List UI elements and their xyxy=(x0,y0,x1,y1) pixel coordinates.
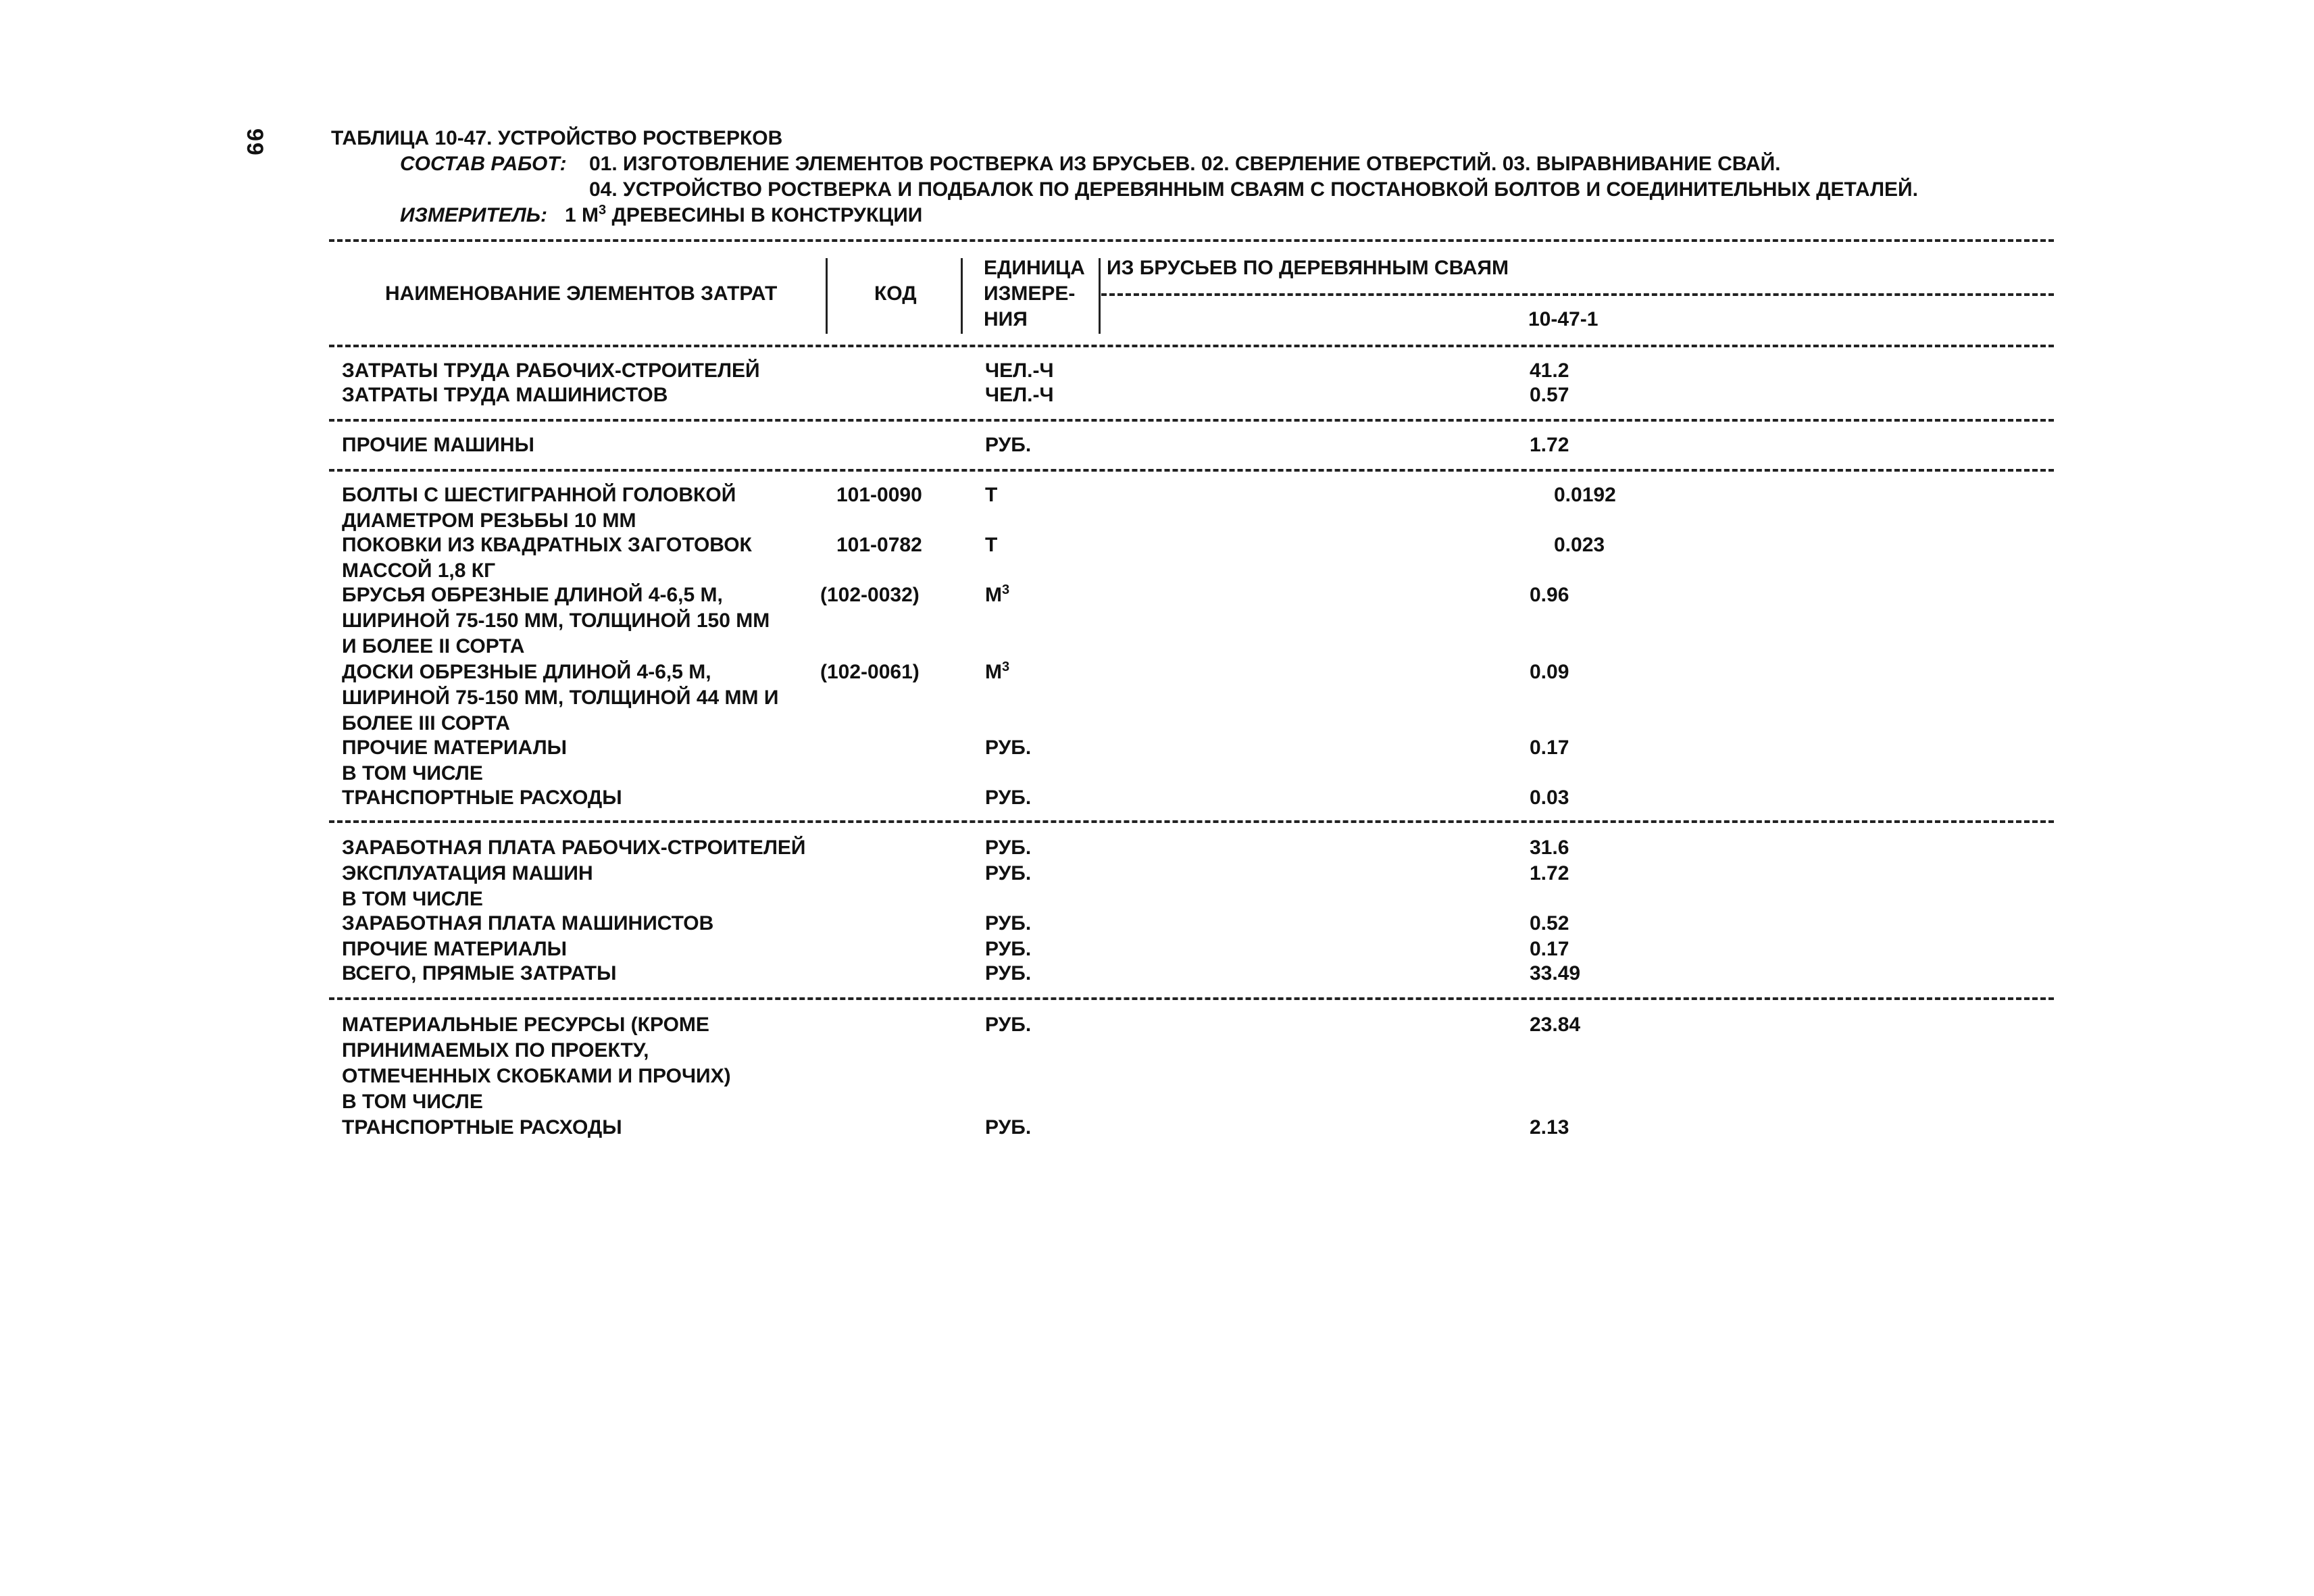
row-unit: ЧЕЛ.-Ч xyxy=(985,359,1054,382)
row-unit: РУБ. xyxy=(985,912,1032,934)
row-value: 23.84 xyxy=(1530,1014,1581,1036)
row-name: ТРАНСПОРТНЫЕ РАСХОДЫ xyxy=(342,787,622,809)
row-name: ДОСКИ ОБРЕЗНЫЕ ДЛИНОЙ 4-6,5 М, xyxy=(342,661,711,683)
rule xyxy=(329,469,2054,472)
row-name: МАТЕРИАЛЬНЫЕ РЕСУРСЫ (КРОМЕ xyxy=(342,1014,709,1036)
meter-label: ИЗМЕРИТЕЛЬ: xyxy=(400,204,547,226)
header-unit: ИЗМЕРЕ- xyxy=(984,282,1076,305)
row-name: ДИАМЕТРОМ РЕЗЬБЫ 10 ММ xyxy=(342,509,636,532)
row-code: (102-0061) xyxy=(820,661,920,683)
row-unit: РУБ. xyxy=(985,737,1032,759)
rule xyxy=(329,419,2054,422)
row-value: 2.13 xyxy=(1530,1116,1569,1139)
row-unit: РУБ. xyxy=(985,1116,1032,1139)
row-name: ЗАТРАТЫ ТРУДА РАБОЧИХ-СТРОИТЕЛЕЙ xyxy=(342,359,760,382)
row-name: И БОЛЕЕ II СОРТА xyxy=(342,635,525,657)
row-value: 0.52 xyxy=(1530,912,1569,934)
row-value: 33.49 xyxy=(1530,962,1581,984)
rule-header-group xyxy=(1101,293,2054,296)
row-unit: РУБ. xyxy=(985,434,1032,456)
row-name: ТРАНСПОРТНЫЕ РАСХОДЫ xyxy=(342,1116,622,1139)
meter-value: 1 $М^3$ ДРЕВЕСИНЫ В КОНСТРУКЦИИ xyxy=(565,203,923,226)
row-name: ПРОЧИЕ МАТЕРИАЛЫ xyxy=(342,938,568,960)
column-divider xyxy=(1099,258,1101,334)
row-unit: РУБ. xyxy=(985,787,1032,809)
row-value: 0.57 xyxy=(1530,384,1569,406)
row-value: 0.023 xyxy=(1554,534,1605,556)
header-unit: НИЯ xyxy=(984,308,1028,330)
row-code: 101-0090 xyxy=(836,484,922,506)
row-name: ПРОЧИЕ МАТЕРИАЛЫ xyxy=(342,737,568,759)
row-unit: ЧЕЛ.-Ч xyxy=(985,384,1054,406)
row-name: БОЛЕЕ III СОРТА xyxy=(342,712,510,734)
work-composition-line-1: 01. ИЗГОТОВЛЕНИЕ ЭЛЕМЕНТОВ РОСТВЕРКА ИЗ БРУСЬЕВ. 02. СВЕРЛЕНИЕ ОТВЕРСТИЙ. 03. ВЫРАВНИВАНИЕ СВАЙ. xyxy=(589,153,1781,175)
rule-header-bottom xyxy=(329,345,2054,347)
row-code: 101-0782 xyxy=(836,534,922,556)
rule xyxy=(329,820,2054,823)
row-name: ПОКОВКИ ИЗ КВАДРАТНЫХ ЗАГОТОВОК xyxy=(342,534,752,556)
work-composition-label: СОСТАВ РАБОТ: xyxy=(400,153,567,175)
row-value: 41.2 xyxy=(1530,359,1569,382)
header-name: НАИМЕНОВАНИЕ ЭЛЕМЕНТОВ ЗАТРАТ xyxy=(385,282,778,305)
column-divider xyxy=(961,258,963,334)
row-name: В ТОМ ЧИСЛЕ xyxy=(342,888,483,910)
row-value: 0.17 xyxy=(1530,737,1569,759)
row-name: ЗАРАБОТНАЯ ПЛАТА МАШИНИСТОВ xyxy=(342,912,714,934)
row-name: ПРИНИМАЕМЫХ ПО ПРОЕКТУ, xyxy=(342,1039,649,1062)
header-group: ИЗ БРУСЬЕВ ПО ДЕРЕВЯННЫМ СВАЯМ xyxy=(1107,257,1509,279)
row-name: ЗАРАБОТНАЯ ПЛАТА РАБОЧИХ-СТРОИТЕЛЕЙ xyxy=(342,837,806,859)
row-unit: РУБ. xyxy=(985,862,1032,884)
row-value: 1.72 xyxy=(1530,434,1569,456)
row-value: 0.17 xyxy=(1530,938,1569,960)
row-name: В ТОМ ЧИСЛЕ xyxy=(342,762,483,784)
row-code: (102-0032) xyxy=(820,584,920,606)
row-unit: $М^3$ xyxy=(985,659,1010,683)
header-unit: ЕДИНИЦА xyxy=(984,257,1085,279)
row-name: БРУСЬЯ ОБРЕЗНЫЕ ДЛИНОЙ 4-6,5 М, xyxy=(342,584,723,606)
row-value: 1.72 xyxy=(1530,862,1569,884)
row-value: 31.6 xyxy=(1530,837,1569,859)
row-value: 0.0192 xyxy=(1554,484,1616,506)
row-unit: РУБ. xyxy=(985,1014,1032,1036)
column-divider xyxy=(826,258,828,334)
row-unit: Т xyxy=(985,484,998,506)
row-unit: Т xyxy=(985,534,998,556)
work-composition-line-2: 04. УСТРОЙСТВО РОСТВЕРКА И ПОДБАЛОК ПО ДЕРЕВЯННЫМ СВАЯМ С ПОСТАНОВКОЙ БОЛТОВ И СОЕДИНИТЕЛЬНЫХ ДЕТАЛЕЙ. xyxy=(589,178,1918,201)
header-code: КОД xyxy=(874,282,917,305)
row-name: ШИРИНОЙ 75-150 ММ, ТОЛЩИНОЙ 44 ММ И xyxy=(342,687,779,709)
page-number: 99 xyxy=(242,128,268,157)
row-name: МАССОЙ 1,8 КГ xyxy=(342,559,496,582)
row-unit: РУБ. xyxy=(985,837,1032,859)
row-name: БОЛТЫ С ШЕСТИГРАННОЙ ГОЛОВКОЙ xyxy=(342,484,736,506)
rule xyxy=(329,997,2054,1000)
row-name: ШИРИНОЙ 75-150 ММ, ТОЛЩИНОЙ 150 ММ xyxy=(342,609,770,632)
row-value: 0.96 xyxy=(1530,584,1569,606)
row-name: ЗАТРАТЫ ТРУДА МАШИНИСТОВ xyxy=(342,384,668,406)
table-title: ТАБЛИЦА 10-47. УСТРОЙСТВО РОСТВЕРКОВ xyxy=(331,127,783,149)
row-unit: $М^3$ xyxy=(985,582,1010,606)
header-column: 10-47-1 xyxy=(1528,308,1599,330)
row-value: 0.03 xyxy=(1530,787,1569,809)
row-value: 0.09 xyxy=(1530,661,1569,683)
row-unit: РУБ. xyxy=(985,938,1032,960)
row-name: В ТОМ ЧИСЛЕ xyxy=(342,1091,483,1113)
row-name: ОТМЕЧЕННЫХ СКОБКАМИ И ПРОЧИХ) xyxy=(342,1065,731,1087)
row-name: ВСЕГО, ПРЯМЫЕ ЗАТРАТЫ xyxy=(342,962,617,984)
row-name: ПРОЧИЕ МАШИНЫ xyxy=(342,434,534,456)
row-name: ЭКСПЛУАТАЦИЯ МАШИН xyxy=(342,862,593,884)
row-unit: РУБ. xyxy=(985,962,1032,984)
rule-top xyxy=(329,239,2054,242)
